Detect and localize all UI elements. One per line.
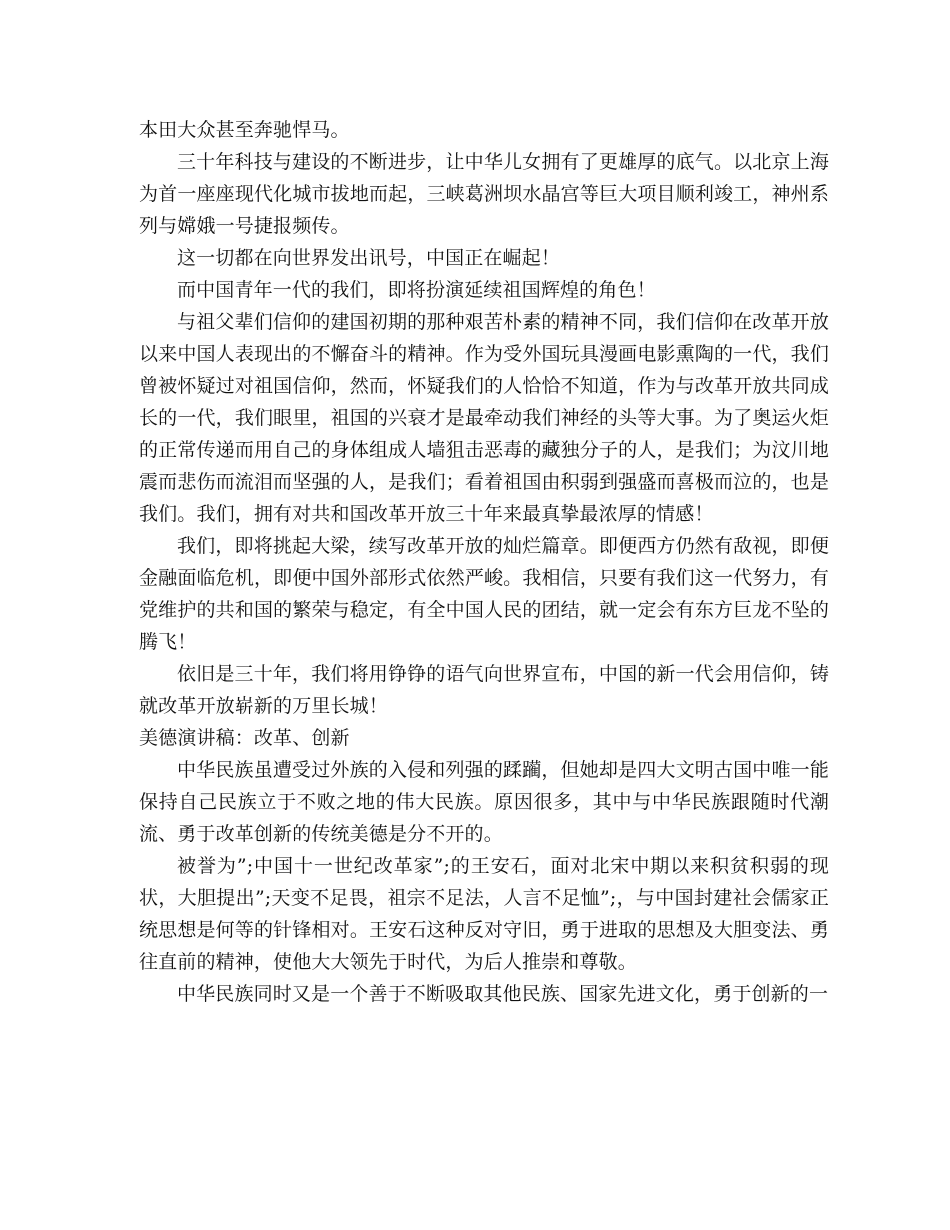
- paragraph: 依旧是三十年，我们将用铮铮的语气向世界宣布，中国的新一代会用信仰，铸就改革开放崭新的万里长城！: [139, 663, 829, 717]
- document-body: [139, 114, 829, 1010]
- paragraph: 这一切都在向世界发出讯号，中国正在崛起！: [177, 247, 561, 269]
- section-heading: 美德演讲稿：改革、创新: [139, 727, 350, 749]
- paragraph: 中华民族虽遭受过外族的入侵和列强的蹂躏，但她却是四大文明古国中唯一能保持自己民族立于不败之地的伟大民族。原因很多，其中与中华民族跟随时代潮流、勇于改革创新的传统美德是分不开的。: [139, 759, 829, 845]
- paragraph: 与祖父辈们信仰的建国初期的那种艰苦朴素的精神不同，我们信仰在改革开放以来中国人表现出的不懈奋斗的精神。作为受外国玩具漫画电影熏陶的一代，我们曾被怀疑过对祖国信仰，然而，怀疑我们的人恰恰不知道，作为与改革开放共同成长的一代，我们眼里，祖国的兴衰才是最牵动我们神经的头等大事。为了奥运火炬的正常传递而用自己的身体组成人墙狙击恶毒的藏独分子的人，是我们；为汶川地震而悲伤而流泪而坚强的人，是我们；看着祖国由积弱到强盛而喜极而泣的，也是我们。我们，拥有对共和国改革开放三十年来最真挚最浓厚的情感！: [139, 311, 829, 525]
- paragraph: 而中国青年一代的我们，即将扮演延续祖国辉煌的角色！: [177, 279, 656, 301]
- paragraph: 中华民族同时又是一个善于不断吸取其他民族、国家先进文化，勇于创新的一: [177, 983, 829, 1005]
- paragraph: 三十年科技与建设的不断进步，让中华儿女拥有了更雄厚的底气。以北京上海为首一座座现代化城市拔地而起，三峡葛洲坝水晶宫等巨大项目顺利竣工，神州系列与嫦娥一号捷报频传。: [139, 151, 829, 237]
- paragraph-continuation: 本田大众甚至奔驰悍马。: [139, 119, 350, 141]
- paragraph: 被誉为”;中国十一世纪改革家”;的王安石，面对北宋中期以来积贫积弱的现状，大胆提出”;天变不足畏，祖宗不足法，人言不足恤”;，与中国封建社会儒家正统思想是何等的针锋相对。王安石这种反对守旧，勇于进取的思想及大胆变法、勇往直前的精神，使他大大领先于时代，为后人推崇和尊敬。: [139, 855, 829, 973]
- paragraph: 我们，即将挑起大梁，续写改革开放的灿烂篇章。即便西方仍然有敌视，即便金融面临危机，即便中国外部形式依然严峻。我相信，只要有我们这一代努力，有党维护的共和国的繁荣与稳定，有全中国人民的团结，就一定会有东方巨龙不坠的腾飞！: [139, 535, 829, 653]
